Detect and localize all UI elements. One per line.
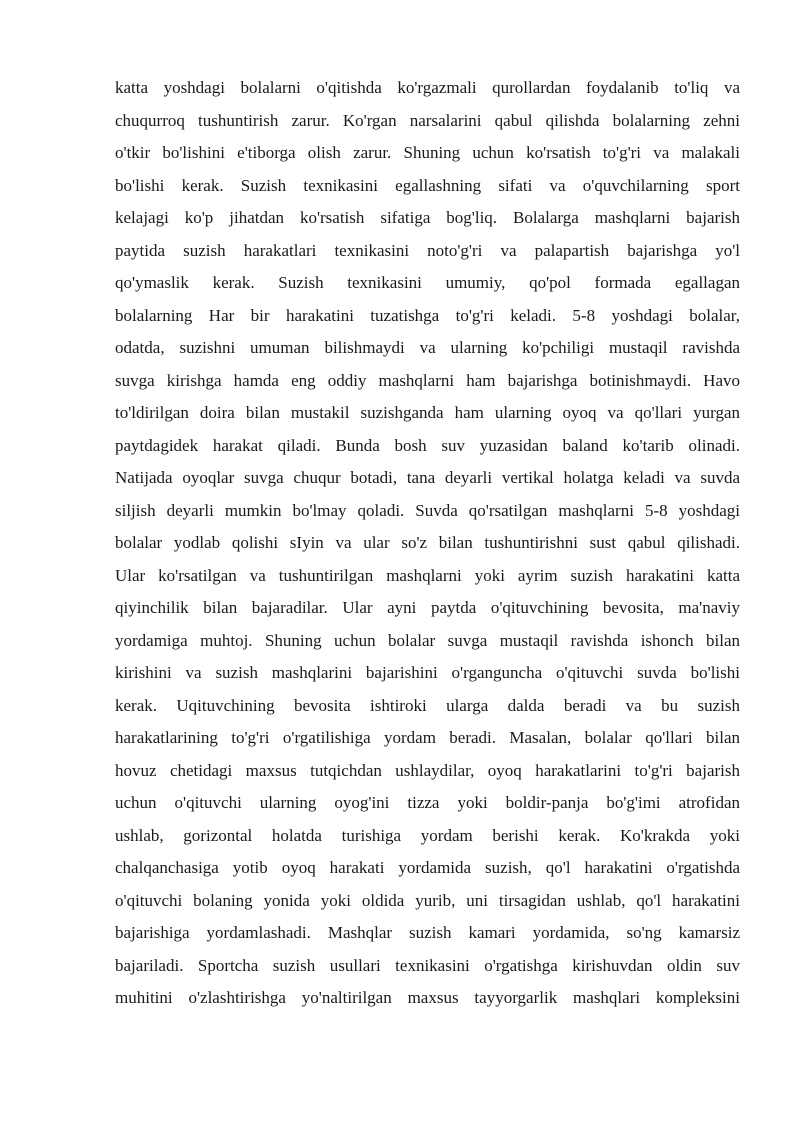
- text-line: bajariladi. Sportcha suzish usullari texnikasini o'rgatishga kirishuvdan oldin suv: [115, 955, 740, 975]
- text-line: bolalarning Har bir harakatini tuzatishga to'g'ri keladi. 5-8 yoshdagi bolalar,: [115, 305, 740, 325]
- text-line: ushlab, gorizontal holatda turishiga yordam berishi kerak. Ko'krakda yoki: [115, 825, 740, 845]
- text-line: chalqanchasiga yotib oyoq harakati yordamida suzish, qo'l harakatini o'rgatishda: [115, 858, 740, 877]
- text-line: harakatlarining to'g'ri o'rgatilishiga yordam beradi. Masalan, bolalar qo'llari bilan: [115, 728, 740, 747]
- text-line: uchun o'qituvchi ularning oyog'ini tizza yoki boldir-panja bo'g'imi atrofidan: [115, 793, 740, 812]
- text-line: qiyinchilik bilan bajaradilar. Ular ayni paytda o'qituvchining bevosita, ma'naviy: [115, 598, 740, 617]
- text-line: o'tkir bo'lishini e'tiborga olish zarur. Shuning uchun ko'rsatish to'g'ri va malakali: [115, 143, 740, 162]
- text-line: bo'lishi kerak. Suzish texnikasini egallashning sifati va o'quvchilarning sport: [115, 175, 740, 195]
- text-line: kerak. Uqituvchining bevosita ishtiroki ularga dalda beradi va bu suzish: [115, 695, 740, 715]
- body-text: [115, 72, 740, 1015]
- text-line: katta yoshdagi bolalarni o'qitishda ko'rgazmali qurollardan foydalanib to'liq va: [115, 78, 740, 97]
- text-line: muhitini o'zlashtirishga yo'naltirilgan maxsus tayyorgarlik mashqlari kompleksini: [115, 988, 740, 1007]
- text-line: odatda, suzishni umuman bilishmaydi va ularning ko'pchiligi mustaqil ravishda: [115, 338, 740, 357]
- text-line: kirishini va suzish mashqlarini bajarishini o'rganguncha o'qituvchi suvda bo'lishi: [115, 663, 740, 682]
- text-line: Natijada oyoqlar suvga chuqur botadi, tana deyarli vertikal holatga keladi va suvda: [115, 468, 740, 487]
- text-line: to'ldirilgan doira bilan mustakil suzishganda ham ularning oyoq va qo'llari yurgan: [115, 403, 740, 422]
- text-line: bolalar yodlab qolishi sIyin va ular so'z bilan tushuntirishni sust qabul qilishadi.: [115, 533, 740, 552]
- text-line: Ular ko'rsatilgan va tushuntirilgan mashqlarni yoki ayrim suzish harakatini katta: [115, 565, 740, 585]
- text-line: paytida suzish harakatlari texnikasini noto'g'ri va palapartish bajarishga yo'l: [115, 240, 740, 260]
- text-line: siljish deyarli mumkin bo'lmay qoladi. Suvda qo'rsatilgan mashqlarni 5-8 yoshdagi: [115, 500, 740, 520]
- text-line: paytdagidek harakat qiladi. Bunda bosh suv yuzasidan baland ko'tarib olinadi.: [115, 435, 740, 455]
- text-line: qo'ymaslik kerak. Suzish texnikasini umumiy, qo'pol formada egallagan: [115, 273, 740, 292]
- text-line: chuqurroq tushuntirish zarur. Ko'rgan narsalarini qabul qilishda bolalarning zehni: [115, 110, 740, 130]
- text-line: bajarishiga yordamlashadi. Mashqlar suzish kamari yordamida, so'ng kamarsiz: [115, 923, 740, 942]
- text-line: yordamiga muhtoj. Shuning uchun bolalar suvga mustaqil ravishda ishonch bilan: [115, 630, 740, 650]
- text-line: o'qituvchi bolaning yonida yoki oldida yurib, uni tirsagidan ushlab, qo'l harakatini: [115, 890, 740, 910]
- text-line: hovuz chetidagi maxsus tutqichdan ushlaydilar, oyoq harakatlarini to'g'ri bajarish: [115, 760, 740, 780]
- text-line: kelajagi ko'p jihatdan ko'rsatish sifatiga bog'liq. Bolalarga mashqlarni bajarish: [115, 208, 740, 227]
- text-line: suvga kirishga hamda eng oddiy mashqlarni ham bajarishga botinishmaydi. Havo: [115, 370, 740, 390]
